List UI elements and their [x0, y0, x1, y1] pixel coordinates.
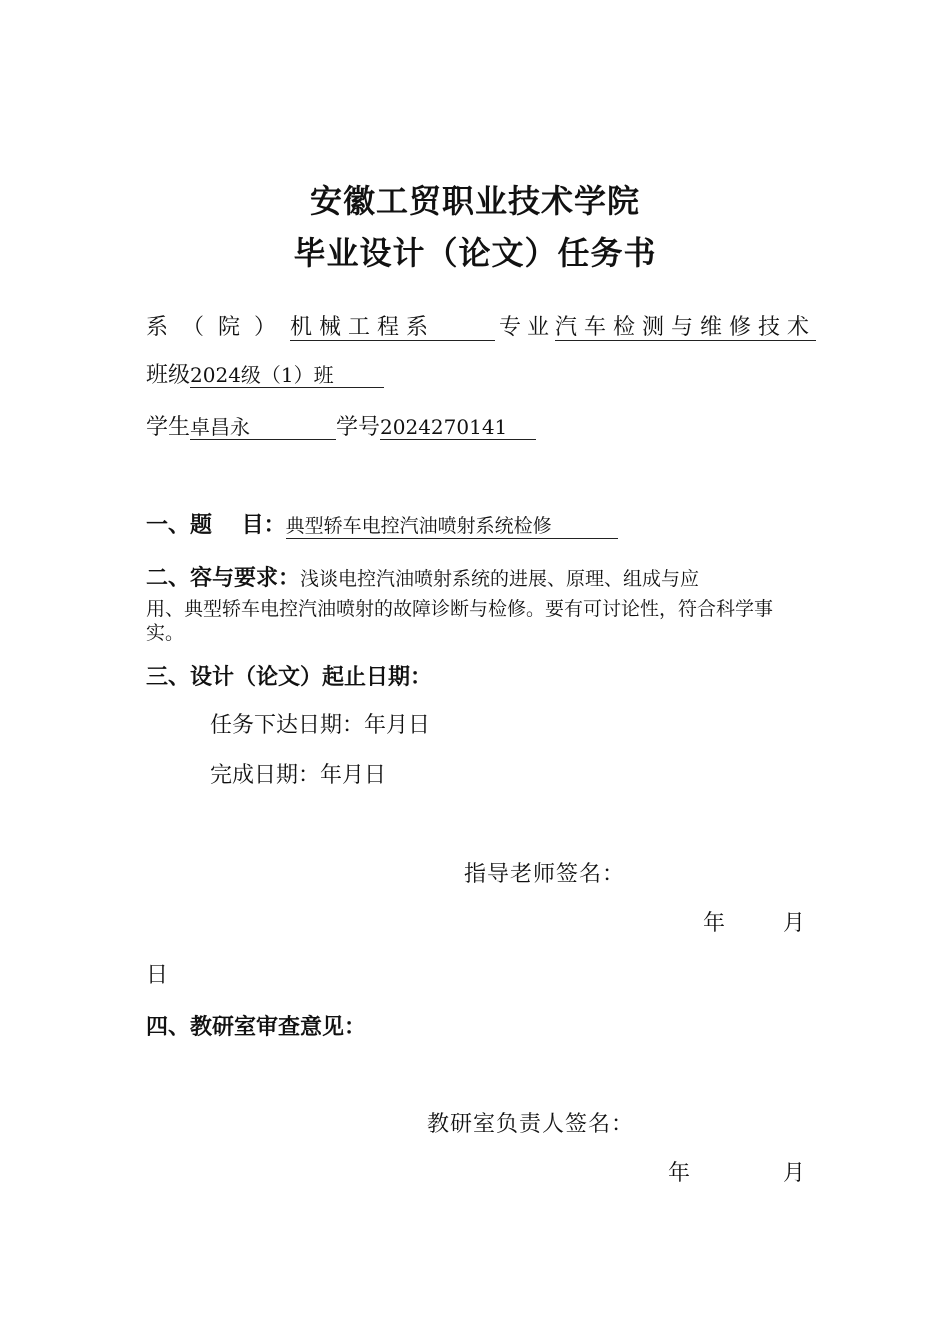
advisor-signature-label: 指导老师签名： [464, 862, 626, 887]
dates-heading: 三、设计（论文）起止日期： [146, 664, 433, 690]
office-signature-label: 教研室负责人签名： [427, 1112, 635, 1137]
advisor-day-label: 日 [146, 963, 169, 988]
advisor-year-label: 年 [703, 911, 726, 936]
class-value: 2024级（1）班 [190, 364, 384, 388]
dept-label: 系（院） [146, 315, 291, 340]
dept-value: 机械工程系 [290, 315, 495, 341]
class-label: 班级 [146, 363, 191, 388]
content-text-rest: 用、典型轿车电控汽油喷射的故障诊断与检修。要有可讨论性，符合科学事实。 [146, 598, 774, 644]
dept-major-row [146, 310, 817, 341]
content-text-line1: 浅谈电控汽油喷射系统的进展、原理、组成与应 [300, 568, 700, 590]
student-id-label: 学号 [336, 415, 381, 440]
office-month-label: 月 [783, 1161, 806, 1186]
topic-row [146, 508, 618, 539]
major-label: 专业 [499, 315, 556, 340]
assign-date: 任务下达日期：年月日 [210, 713, 431, 738]
finish-date: 完成日期：年月日 [210, 763, 387, 788]
student-row [146, 410, 536, 441]
content-label: 二、容与要求： [146, 565, 301, 591]
student-label: 学生 [146, 415, 191, 440]
review-heading: 四、教研室审查意见： [146, 1014, 367, 1040]
student-value: 卓昌永 [190, 416, 336, 440]
major-value: 汽车检测与维修技术 [555, 315, 817, 340]
topic-label: 一、题 目： [146, 512, 286, 538]
school-name: 安徽工贸职业技术学院 [309, 182, 640, 220]
student-id-value: 2024270141 [380, 416, 536, 440]
content-row [146, 561, 699, 592]
topic-value: 典型轿车电控汽油喷射系统检修 [286, 516, 618, 539]
document-title: 毕业设计（论文）任务书 [293, 234, 657, 272]
office-year-label: 年 [668, 1161, 691, 1186]
advisor-month-label: 月 [783, 911, 806, 936]
class-row [146, 358, 384, 389]
